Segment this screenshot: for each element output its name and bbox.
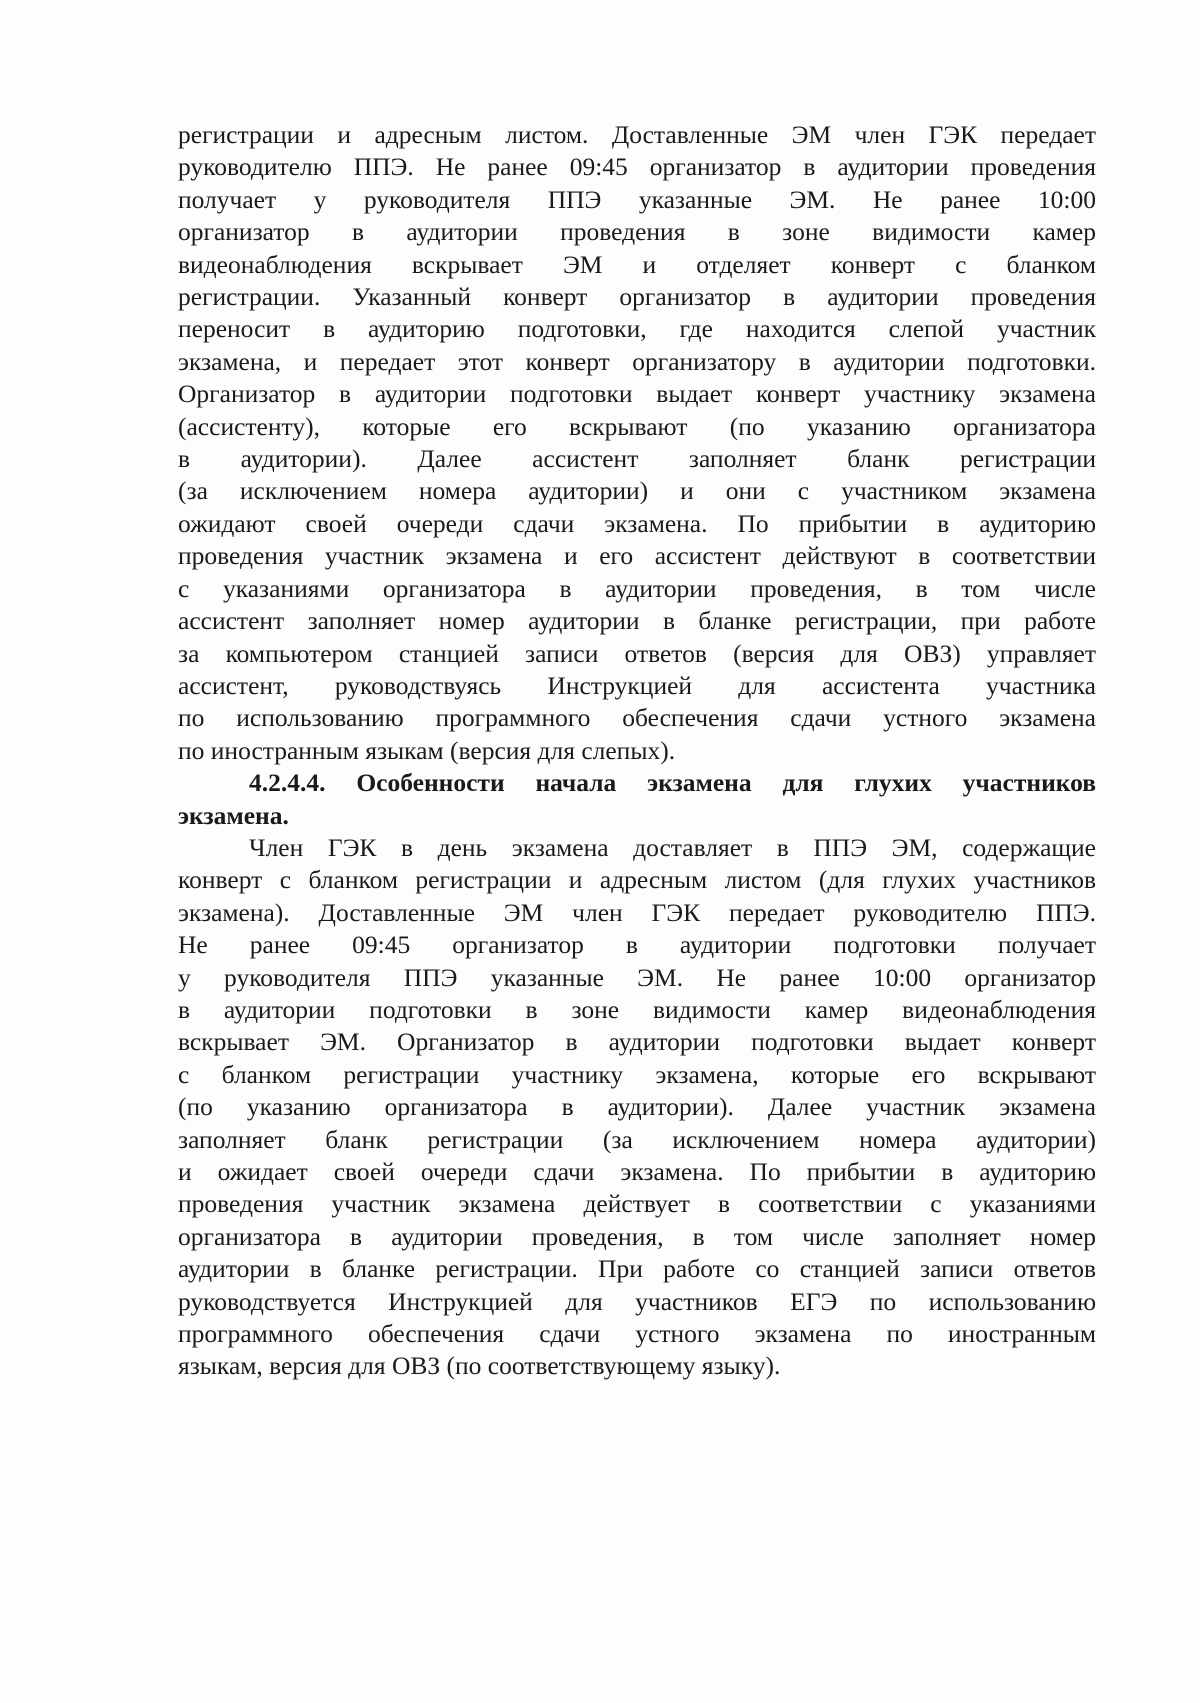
paragraph-deaf-participants — [178, 832, 1096, 1383]
document-body — [178, 119, 1096, 1383]
text-line: ассистент, руководствуясь Инструкцией для ассистента участника — [178, 670, 1096, 700]
text-line: регистрации. Указанный конверт организатор в аудитории проведения — [178, 282, 1096, 312]
section-heading — [178, 767, 1096, 832]
text-line: конверт с бланком регистрации и адресным листом (для глухих участников — [178, 865, 1096, 895]
text-line: (ассистенту), которые его вскрывают (по указанию организатора — [178, 411, 1096, 441]
text-line: в аудитории). Далее ассистент заполняет бланк регистрации — [178, 444, 1096, 474]
text-line: (за исключением номера аудитории) и они с участником экзамена — [178, 476, 1096, 506]
text-line: регистрации и адресным листом. Доставленные ЭМ член ГЭК передает — [178, 120, 1096, 149]
text-line: по иностранным языкам (версия для слепых). — [178, 735, 676, 765]
text-line: аудитории в бланке регистрации. При работе со станцией записи ответов — [178, 1254, 1096, 1284]
text-line: проведения участник экзамена действует в соответствии с указаниями — [178, 1189, 1096, 1219]
paragraph-blind-participants — [178, 119, 1096, 767]
text-line: получает у руководителя ППЭ указанные ЭМ. Не ранее 10:00 — [178, 184, 1096, 214]
text-line: по использованию программного обеспечения сдачи устного экзамена — [178, 703, 1096, 733]
text-line: у руководителя ППЭ указанные ЭМ. Не ранее 10:00 организатор — [178, 962, 1096, 992]
text-line: программного обеспечения сдачи устного экзамена по иностранным — [178, 1319, 1096, 1349]
text-line: организатор в аудитории проведения в зоне видимости камер — [178, 217, 1096, 247]
text-line: вскрывает ЭМ. Организатор в аудитории подготовки выдает конверт — [178, 1027, 1096, 1057]
text-line: и ожидает своей очереди сдачи экзамена. По прибытии в аудиторию — [178, 1157, 1096, 1186]
text-line: Не ранее 09:45 организатор в аудитории подготовки получает — [178, 930, 1096, 960]
text-line: языкам, версия для ОВЗ (по соответствующему языку). — [178, 1351, 781, 1381]
text-line: экзамена, и передает этот конверт организатору в аудитории подготовки. — [178, 346, 1096, 376]
text-line: Организатор в аудитории подготовки выдает конверт участнику экзамена — [178, 379, 1096, 409]
text-line: проведения участник экзамена и его ассистент действуют в соответствии — [178, 541, 1096, 571]
text-line: организатора в аудитории проведения, в том числе заполняет номер — [178, 1221, 1096, 1251]
text-line: заполняет бланк регистрации (за исключением номера аудитории) — [178, 1124, 1096, 1154]
text-line: руководителю ППЭ. Не ранее 09:45 организатор в аудитории проведения — [178, 152, 1096, 182]
text-line: ассистент заполняет номер аудитории в бланке регистрации, при работе — [178, 606, 1096, 636]
text-line: ожидают своей очереди сдачи экзамена. По прибытии в аудиторию — [178, 508, 1096, 538]
text-line: экзамена). Доставленные ЭМ член ГЭК передает руководителю ППЭ. — [178, 897, 1096, 927]
text-line: видеонаблюдения вскрывает ЭМ и отделяет конверт с бланком — [178, 249, 1096, 279]
text-line: в аудитории подготовки в зоне видимости камер видеонаблюдения — [178, 994, 1096, 1024]
text-line: за компьютером станцией записи ответов (версия для ОВЗ) управляет — [178, 638, 1096, 668]
text-line: (по указанию организатора в аудитории). Далее участник экзамена — [178, 1092, 1096, 1122]
text-line: 4.2.4.4. Особенности начала экзамена для глухих участников — [249, 768, 1096, 798]
text-line: с бланком регистрации участнику экзамена, которые его вскрывают — [178, 1059, 1096, 1089]
text-line: экзамена. — [178, 800, 289, 830]
text-line: переносит в аудиторию подготовки, где находится слепой участник — [178, 314, 1096, 344]
text-line: с указаниями организатора в аудитории проведения, в том числе — [178, 573, 1096, 603]
text-line: Член ГЭК в день экзамена доставляет в ППЭ ЭМ, содержащие — [249, 832, 1096, 862]
text-line: руководствуется Инструкцией для участников ЕГЭ по использованию — [178, 1286, 1096, 1316]
